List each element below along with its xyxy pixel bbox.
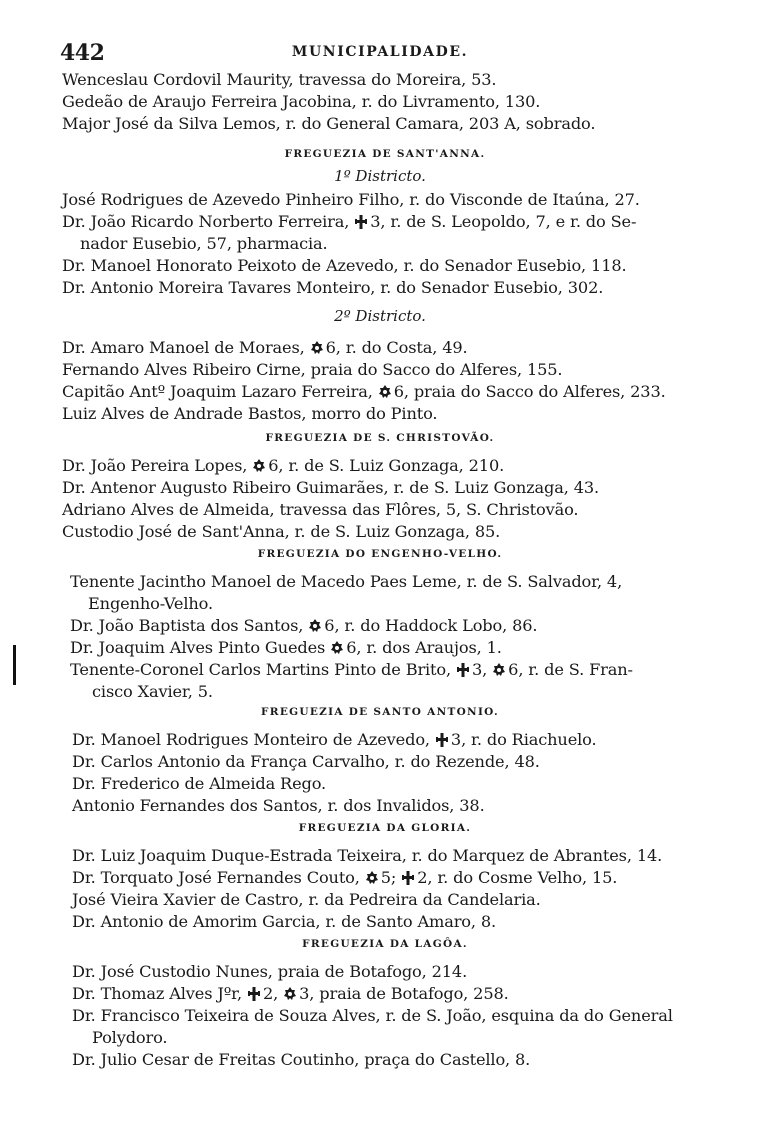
entry-line: [62, 338, 468, 358]
rose-icon: [252, 458, 266, 474]
rose-icon: [378, 384, 392, 400]
entry-line: Dr. Francisco Teixeira de Souza Alves, r. de S. João, esquina da do General: [72, 1006, 673, 1025]
entry-line: [70, 616, 537, 636]
rose-icon: [310, 340, 324, 356]
entry-text: Capitão Antº Joaquim Lazaro Ferreira,: [62, 382, 373, 401]
entry-text: 2, r. do Cosme Velho, 15.: [417, 868, 618, 887]
cross-icon: [456, 662, 470, 678]
entry-line: Fernando Alves Ribeiro Cirne, praia do Sacco do Alferes, 155.: [62, 360, 563, 379]
entry-line: nador Eusebio, 57, pharmacia.: [80, 234, 328, 253]
district-heading: 1º Districto.: [334, 167, 426, 185]
entry-text: 6, r. do Costa, 49.: [325, 338, 468, 357]
entry-line: Dr. Antonio Moreira Tavares Monteiro, r. do Senador Eusebio, 302.: [62, 278, 604, 297]
entry-text: Dr. Amaro Manoel de Moraes,: [62, 338, 305, 357]
section-heading: FREGUEZIA DE S. CHRISTOVÃO.: [265, 432, 495, 444]
entry-line: cisco Xavier, 5.: [92, 682, 213, 701]
entry-text: Dr. João Ricardo Norberto Ferreira,: [62, 212, 350, 231]
cross-icon: [401, 870, 415, 886]
entry-line: [72, 730, 596, 750]
entry-text: 6, r. do Haddock Lobo, 86.: [324, 616, 538, 635]
entry-text: 6, r. dos Araujos, 1.: [346, 638, 502, 657]
page-title: MUNICIPALIDADE.: [291, 44, 469, 60]
entry-text: 2,: [262, 984, 279, 1003]
entry-line: Antonio Fernandes dos Santos, r. dos Invalidos, 38.: [72, 796, 485, 815]
entry-text: Dr. Manoel Rodrigues Monteiro de Azevedo,: [72, 730, 430, 749]
entry-line: [72, 868, 617, 888]
entry-line: Gedeão de Araujo Ferreira Jacobina, r. do Livramento, 130.: [62, 92, 541, 111]
entry-text: 3,: [472, 660, 488, 679]
entry-line: [62, 382, 666, 402]
district-heading: 2º Districto.: [334, 307, 426, 325]
entry-line: Engenho-Velho.: [88, 594, 213, 613]
section-heading: FREGUEZIA DE SANTO ANTONIO.: [261, 706, 499, 718]
entry-line: José Vieira Xavier de Castro, r. da Pedreira da Candelaria.: [72, 890, 541, 909]
rose-icon: [365, 870, 379, 886]
entry-line: Polydoro.: [92, 1028, 168, 1047]
entry-line: Dr. Luiz Joaquim Duque-Estrada Teixeira, r. do Marquez de Abrantes, 14.: [72, 846, 663, 865]
entry-text: 6, praia do Sacco do Alferes, 233.: [393, 382, 666, 401]
entry-line: Dr. Carlos Antonio da França Carvalho, r. do Rezende, 48.: [72, 752, 540, 771]
entry-line: [70, 660, 633, 680]
section-heading: FREGUEZIA DA GLORIA.: [298, 822, 472, 834]
entry-text: 6, r. de S. Fran-: [508, 660, 633, 679]
entry-line: [62, 456, 504, 476]
margin-mark: [13, 645, 16, 685]
entry-text: 3, praia de Botafogo, 258.: [299, 984, 509, 1003]
entry-text: Tenente-Coronel Carlos Martins Pinto de Brito,: [70, 660, 452, 679]
entry-line: Dr. José Custodio Nunes, praia de Botafogo, 214.: [72, 962, 468, 981]
entry-line: Wenceslau Cordovil Maurity, travessa do Moreira, 53.: [62, 70, 497, 89]
section-heading: FREGUEZIA DE SANT'ANNA.: [284, 148, 486, 160]
entry-line: Adriano Alves de Almeida, travessa das Flôres, 5, S. Christovão.: [62, 500, 579, 519]
entry-line: Dr. Antenor Augusto Ribeiro Guimarães, r. de S. Luiz Gonzaga, 43.: [62, 478, 600, 497]
entry-line: Dr. Manoel Honorato Peixoto de Azevedo, r. do Senador Eusebio, 118.: [62, 256, 627, 275]
entry-text: 5;: [380, 868, 397, 887]
entry-line: Dr. Antonio de Amorim Garcia, r. de Santo Amaro, 8.: [72, 912, 497, 931]
entry-text: Dr. Thomaz Alves Jºr,: [72, 984, 242, 1003]
entry-line: Tenente Jacintho Manoel de Macedo Paes Leme, r. de S. Salvador, 4,: [70, 572, 623, 591]
rose-icon: [308, 618, 322, 634]
page-number: 442: [60, 40, 105, 66]
entry-text: 3, r. de S. Leopoldo, 7, e r. do Se-: [370, 212, 637, 231]
entry-line: Dr. Frederico de Almeida Rego.: [72, 774, 327, 793]
entry-text: Dr. João Baptista dos Santos,: [70, 616, 304, 635]
cross-icon: [247, 986, 261, 1002]
entry-line: José Rodrigues de Azevedo Pinheiro Filho, r. do Visconde de Itaúna, 27.: [62, 190, 640, 209]
entry-line: [70, 638, 502, 658]
entry-line: Custodio José de Sant'Anna, r. de S. Luiz Gonzaga, 85.: [62, 522, 501, 541]
rose-icon: [330, 640, 344, 656]
section-heading: FREGUEZIA DO ENGENHO-VELHO.: [257, 548, 503, 560]
entry-text: Dr. João Pereira Lopes,: [62, 456, 248, 475]
entry-line: [62, 212, 636, 232]
entry-text: 3, r. do Riachuelo.: [450, 730, 597, 749]
entry-text: 6, r. de S. Luiz Gonzaga, 210.: [268, 456, 505, 475]
rose-icon: [283, 986, 297, 1002]
section-heading: FREGUEZIA DA LAGÔA.: [302, 938, 468, 950]
cross-icon: [435, 732, 449, 748]
rose-icon: [492, 662, 506, 678]
cross-icon: [354, 214, 368, 230]
entry-line: [72, 984, 509, 1004]
entry-text: Dr. Joaquim Alves Pinto Guedes: [70, 638, 326, 657]
entry-line: Dr. Julio Cesar de Freitas Coutinho, praça do Castello, 8.: [72, 1050, 531, 1069]
entry-line: Major José da Silva Lemos, r. do General Camara, 203 A, sobrado.: [62, 114, 596, 133]
entry-text: Dr. Torquato José Fernandes Couto,: [72, 868, 360, 887]
entry-line: Luiz Alves de Andrade Bastos, morro do Pinto.: [62, 404, 438, 423]
